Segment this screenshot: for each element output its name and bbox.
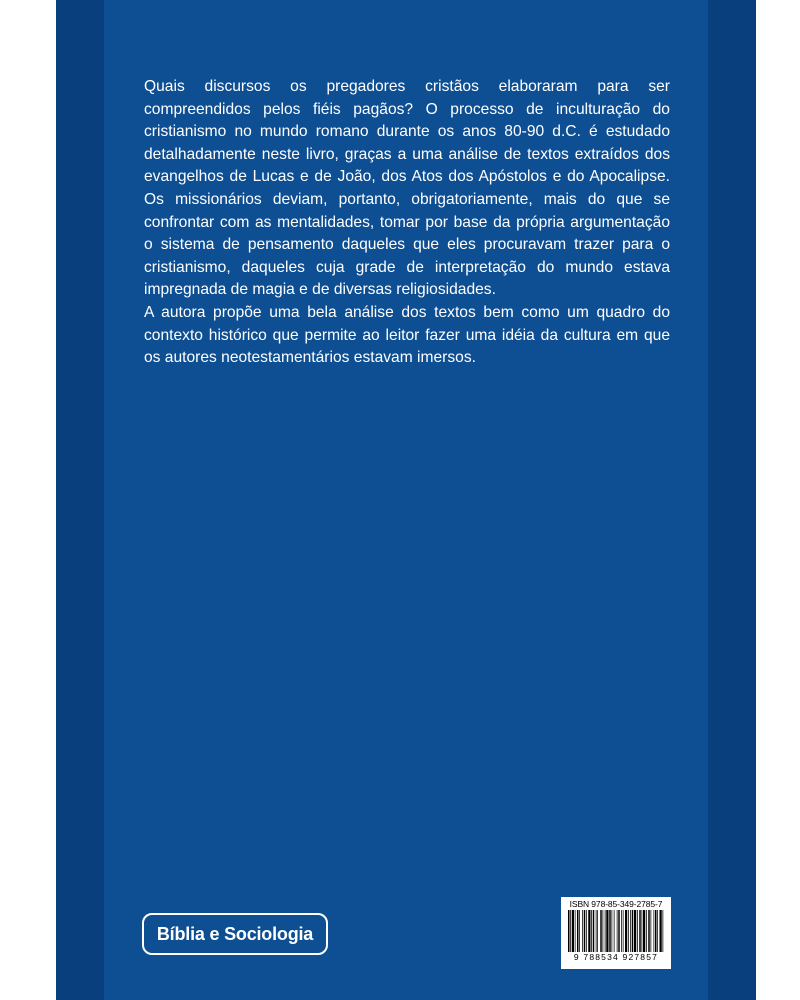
blurb-paragraph-1: Quais discursos os pregadores cristãos elaboraram para ser compreendidos pelos fiéis pagãos? O processo de inculturação do cristianismo no mundo romano durante os anos 80-90 d.C. é estudado detalhadamente neste livro, graças a uma análise de textos extraídos dos evangelhos de Lucas e de João, dos Atos dos Apóstolos e do Apocalipse. Os missionários deviam, portanto, obrigatoriamente, mais do que se confrontar com as mentalidades, tomar por base da própria argumentação o sistema de pensamento daqueles que eles procuravam trazer para o cristianismo, daqueles cuja grade de interpretação do mundo estava impregnada de magia e de diversas religiosidades. (144, 78, 670, 299)
barcode-bar (655, 910, 657, 952)
barcode-bar (600, 910, 602, 952)
barcode-bar (625, 910, 627, 952)
barcode-bar (606, 910, 608, 952)
barcode-bar (572, 910, 574, 952)
barcode-bar (575, 910, 576, 952)
series-label: Bíblia e Sociologia (156, 923, 314, 944)
barcode-bar (579, 910, 580, 952)
barcode-bar (591, 910, 592, 952)
barcode-bar (582, 910, 583, 952)
isbn-barcode (561, 897, 671, 969)
barcode-bar (618, 910, 620, 952)
barcode-bar (603, 910, 604, 952)
barcode-bar (597, 910, 598, 952)
barcode-bar (654, 910, 655, 952)
left-edge-band (56, 0, 104, 1000)
isbn-label: ISBN 978-85-349-2785-7 (569, 899, 663, 909)
barcode-bar (596, 910, 597, 952)
back-cover-blurb (144, 76, 670, 370)
right-edge-band (708, 0, 756, 1000)
barcode-bar (568, 910, 570, 952)
barcode-bar (609, 910, 611, 952)
barcode-bar (570, 910, 571, 952)
barcode-bar (623, 910, 624, 952)
barcode-bars (566, 910, 666, 952)
barcode-bar (648, 910, 650, 952)
barcode-bar (614, 910, 615, 952)
barcode-bar (588, 910, 590, 952)
barcode-bar (663, 910, 664, 952)
barcode-bar (584, 910, 586, 952)
barcode-bar (617, 910, 618, 952)
barcode-bar (660, 910, 662, 952)
barcode-bar (632, 910, 634, 952)
barcode-bar (651, 910, 652, 952)
ean-digits: 9 788534 927857 (573, 952, 659, 962)
barcode-bar (621, 910, 622, 952)
barcode-bar (630, 910, 631, 952)
blurb-paragraph-2: A autora propõe uma bela análise dos textos bem como um quadro do contexto histórico que permite ao leitor fazer uma idéia da cultura em que os autores neotestamentários estavam imersos. (144, 303, 670, 367)
barcode-bar (637, 910, 638, 952)
barcode-bar (657, 910, 658, 952)
barcode-bar (639, 910, 641, 952)
barcode-bar (646, 910, 647, 952)
barcode-bar (605, 910, 606, 952)
barcode-bar (642, 910, 643, 952)
barcode-bar (593, 910, 595, 952)
barcode-bar (577, 910, 579, 952)
barcode-bar (643, 910, 645, 952)
series-badge (142, 913, 328, 955)
barcode-bar (612, 910, 613, 952)
back-cover (56, 0, 756, 1000)
barcode-bar (586, 910, 587, 952)
barcode-bar (628, 910, 629, 952)
barcode-bar (634, 910, 636, 952)
